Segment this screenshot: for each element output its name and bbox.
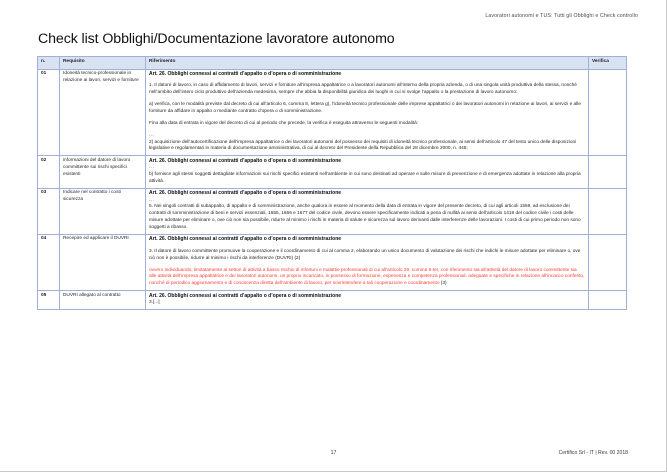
footer-page-number: 17 xyxy=(330,450,337,456)
table-header-row xyxy=(38,57,627,70)
row-number: 04 xyxy=(38,234,60,290)
row-riferimento xyxy=(146,188,589,234)
riferimento-paragraph: Fino alla data di entrata in vigore del decreto di cui al periodo che precede, la verifica è eseguita attraverso le seguenti modalità: xyxy=(149,120,419,126)
riferimento-paragraph: a) verifica, con le modalità previste dal decreto di cui all’articolo 6, comma 8, lettera g), l’idoneità tecnico professionale delle imprese appaltatrici o dei lavoratori autonomi in relazione ai lavori, ai servizi e alle forniture da affidare in appalto o mediante contratto d’opera o di somministrazione. xyxy=(149,102,581,114)
footer-credit: Certifico Srl - IT | Rev. 00 2018 xyxy=(558,450,628,456)
column-header-requisito: Requisito xyxy=(60,57,146,70)
running-header: Lavoratori autonomi e TUS: Tutti gli Obblighi e Check controllo xyxy=(485,13,638,19)
checklist-table xyxy=(37,56,627,310)
row-verifica[interactable] xyxy=(589,156,627,188)
riferimento-title: Art. 26. Obblighi connessi ai contratti d’appalto o d’opera o di somministrazione xyxy=(149,190,342,197)
row-number: 05 xyxy=(38,291,60,310)
row-requisito: Indicare nel contratto i costi sicurezza xyxy=(60,188,146,234)
table-header xyxy=(38,57,627,70)
riferimento-paragraph: b) fornisce agli stessi soggetti dettagliate informazioni sui rischi specifici esistenti nell’ambiente in cui sono destinati ad operare e sulle misure di prevenzione e di emergenza adottate in relazione alla propria attività. xyxy=(149,172,581,184)
riferimento-ellipsis: ... xyxy=(149,132,155,138)
row-riferimento xyxy=(146,291,589,310)
row-requisito: DUVRI allegato al contratto xyxy=(60,291,146,310)
riferimento-title: Art. 26. Obblighi connessi ai contratti d’appalto o d’opera o di somministrazione xyxy=(149,71,342,77)
riferimento-paragraph: 5. Nei singoli contratti di subappalto, di appalto e di somministrazione, anche qualora in essere al momento della data di entrata in vigore del presente decreto, di cui agli articoli 1559, ad esclusione dei contratti di somministrazione di beni e servizi essenziali, 1655, 1656 e 1677 del codice civile, devono essere specificamente indicati a pena di nullità ai sensi dell’articolo 1418 del codice civile i costi delle misure adottate per eliminare o, ove ciò non sia possibile, ridurre al minimo i rischi in materia di salute e sicurezza sul lavoro derivanti dalle interferenze delle lavorazioni. I costi di cui primo periodo non sono soggetti a ribasso. xyxy=(149,204,581,231)
riferimento-paragraph: 3. Il datore di lavoro committente promuove la cooperazione e il coordinamento di cui al comma 2, elaborando un unico documento di valutazione dei rischi che indichi le misure adottate per eliminare o, ove ciò non è possibile, ridurre al minimo i rischi da interferenze (DUVRI) (2) xyxy=(149,248,581,261)
row-number: 02 xyxy=(38,156,60,188)
riferimento-title: Art. 26. Obblighi connessi ai contratti d’appalto o d’opera o di somministrazione xyxy=(149,236,342,243)
table-row xyxy=(38,291,627,310)
row-verifica[interactable] xyxy=(589,234,627,290)
column-header-n: n. xyxy=(38,57,60,70)
riferimento-title: Art. 26. Obblighi connessi ai contratti d’appalto o d’opera o di somministrazione xyxy=(149,292,342,299)
row-riferimento xyxy=(146,234,589,290)
riferimento-paragraph: 3.[...] xyxy=(149,299,160,305)
riferimento-ellipsis: ... xyxy=(149,165,155,171)
row-riferimento xyxy=(146,69,589,156)
row-verifica[interactable] xyxy=(589,188,627,234)
riferimento-highlighted-paragraph xyxy=(149,268,585,289)
highlighted-text: ovvero individuando, limitatamente ai settori di attività a basso rischio di infortuni e malattie professionali di cui all’articolo 29, comma 6-ter, con riferimento sia all’attività del datore di lavoro committente sia alle attività dell’impresa appaltatrice e dei lavoratori autonomi, un proprio incaricato, in possesso di formazione, esperienza e competenza professionali, adeguate e specifiche in relazione all’incarico conferito, nonché di periodico aggiornamento e di conoscenza diretta dell’ambiente di lavoro, per sovrintendere a tali cooperazione e coordinamento xyxy=(149,267,585,287)
riferimento-paragraph: 2) acquisizione dell’autocertificazione dell’impresa appaltatrice o dei lavoratori autonomi del possesso dei requisiti di idoneità tecnico professionale, ai sensi dell’articolo 47 del testo unico delle disposizioni legislative e regolamentari in materia di documentazione amministrativa, di cui al decreto del Presidente della Repubblica del 28 dicembre 2000, n. 445; xyxy=(149,139,577,152)
riferimento-paragraph: 1. Il datore di lavoro, in caso di affidamento di lavori, servizi e forniture all’impresa appaltatrice o a lavoratori autonomi all’interno della propria azienda, o di una singola unità produttiva della stessa, nonché nell’ambito dell’intero ciclo produttivo dell’azienda medesima, sempre che abbia la disponibilità giuridica dei luoghi in cui si svolge l’appalto o la prestazione di lavoro autonomo: xyxy=(149,83,577,96)
table-row xyxy=(38,156,627,188)
row-verifica[interactable] xyxy=(589,69,627,156)
table-body xyxy=(38,69,627,309)
row-requisito: Idoneità tecnico-professionale in relazione ai lavori, servizi e forniture xyxy=(60,69,146,156)
row-verifica[interactable] xyxy=(589,291,627,310)
highlighted-note: (3) xyxy=(439,281,447,287)
row-requisito: Recepire ed applicare il DUVRI xyxy=(60,234,146,290)
row-requisito: informazioni del datore di lavoro committente sui rischi specifici esistenti xyxy=(60,156,146,188)
table-row xyxy=(38,188,627,234)
row-number: 01 xyxy=(38,69,60,156)
table-row xyxy=(38,234,627,290)
row-number: 03 xyxy=(38,188,60,234)
column-header-riferimento: Riferimento xyxy=(146,57,589,70)
riferimento-title: Art. 26. Obblighi connessi ai contratti d’appalto o d’opera o di somministrazione xyxy=(149,157,342,164)
riferimento-ellipsis: ... xyxy=(149,197,155,203)
page-title: Check list Obblighi/Documentazione lavoratore autonomo xyxy=(38,31,395,47)
table-row xyxy=(38,69,627,156)
row-riferimento xyxy=(146,156,589,188)
column-header-verifica: Verifica xyxy=(589,57,627,70)
